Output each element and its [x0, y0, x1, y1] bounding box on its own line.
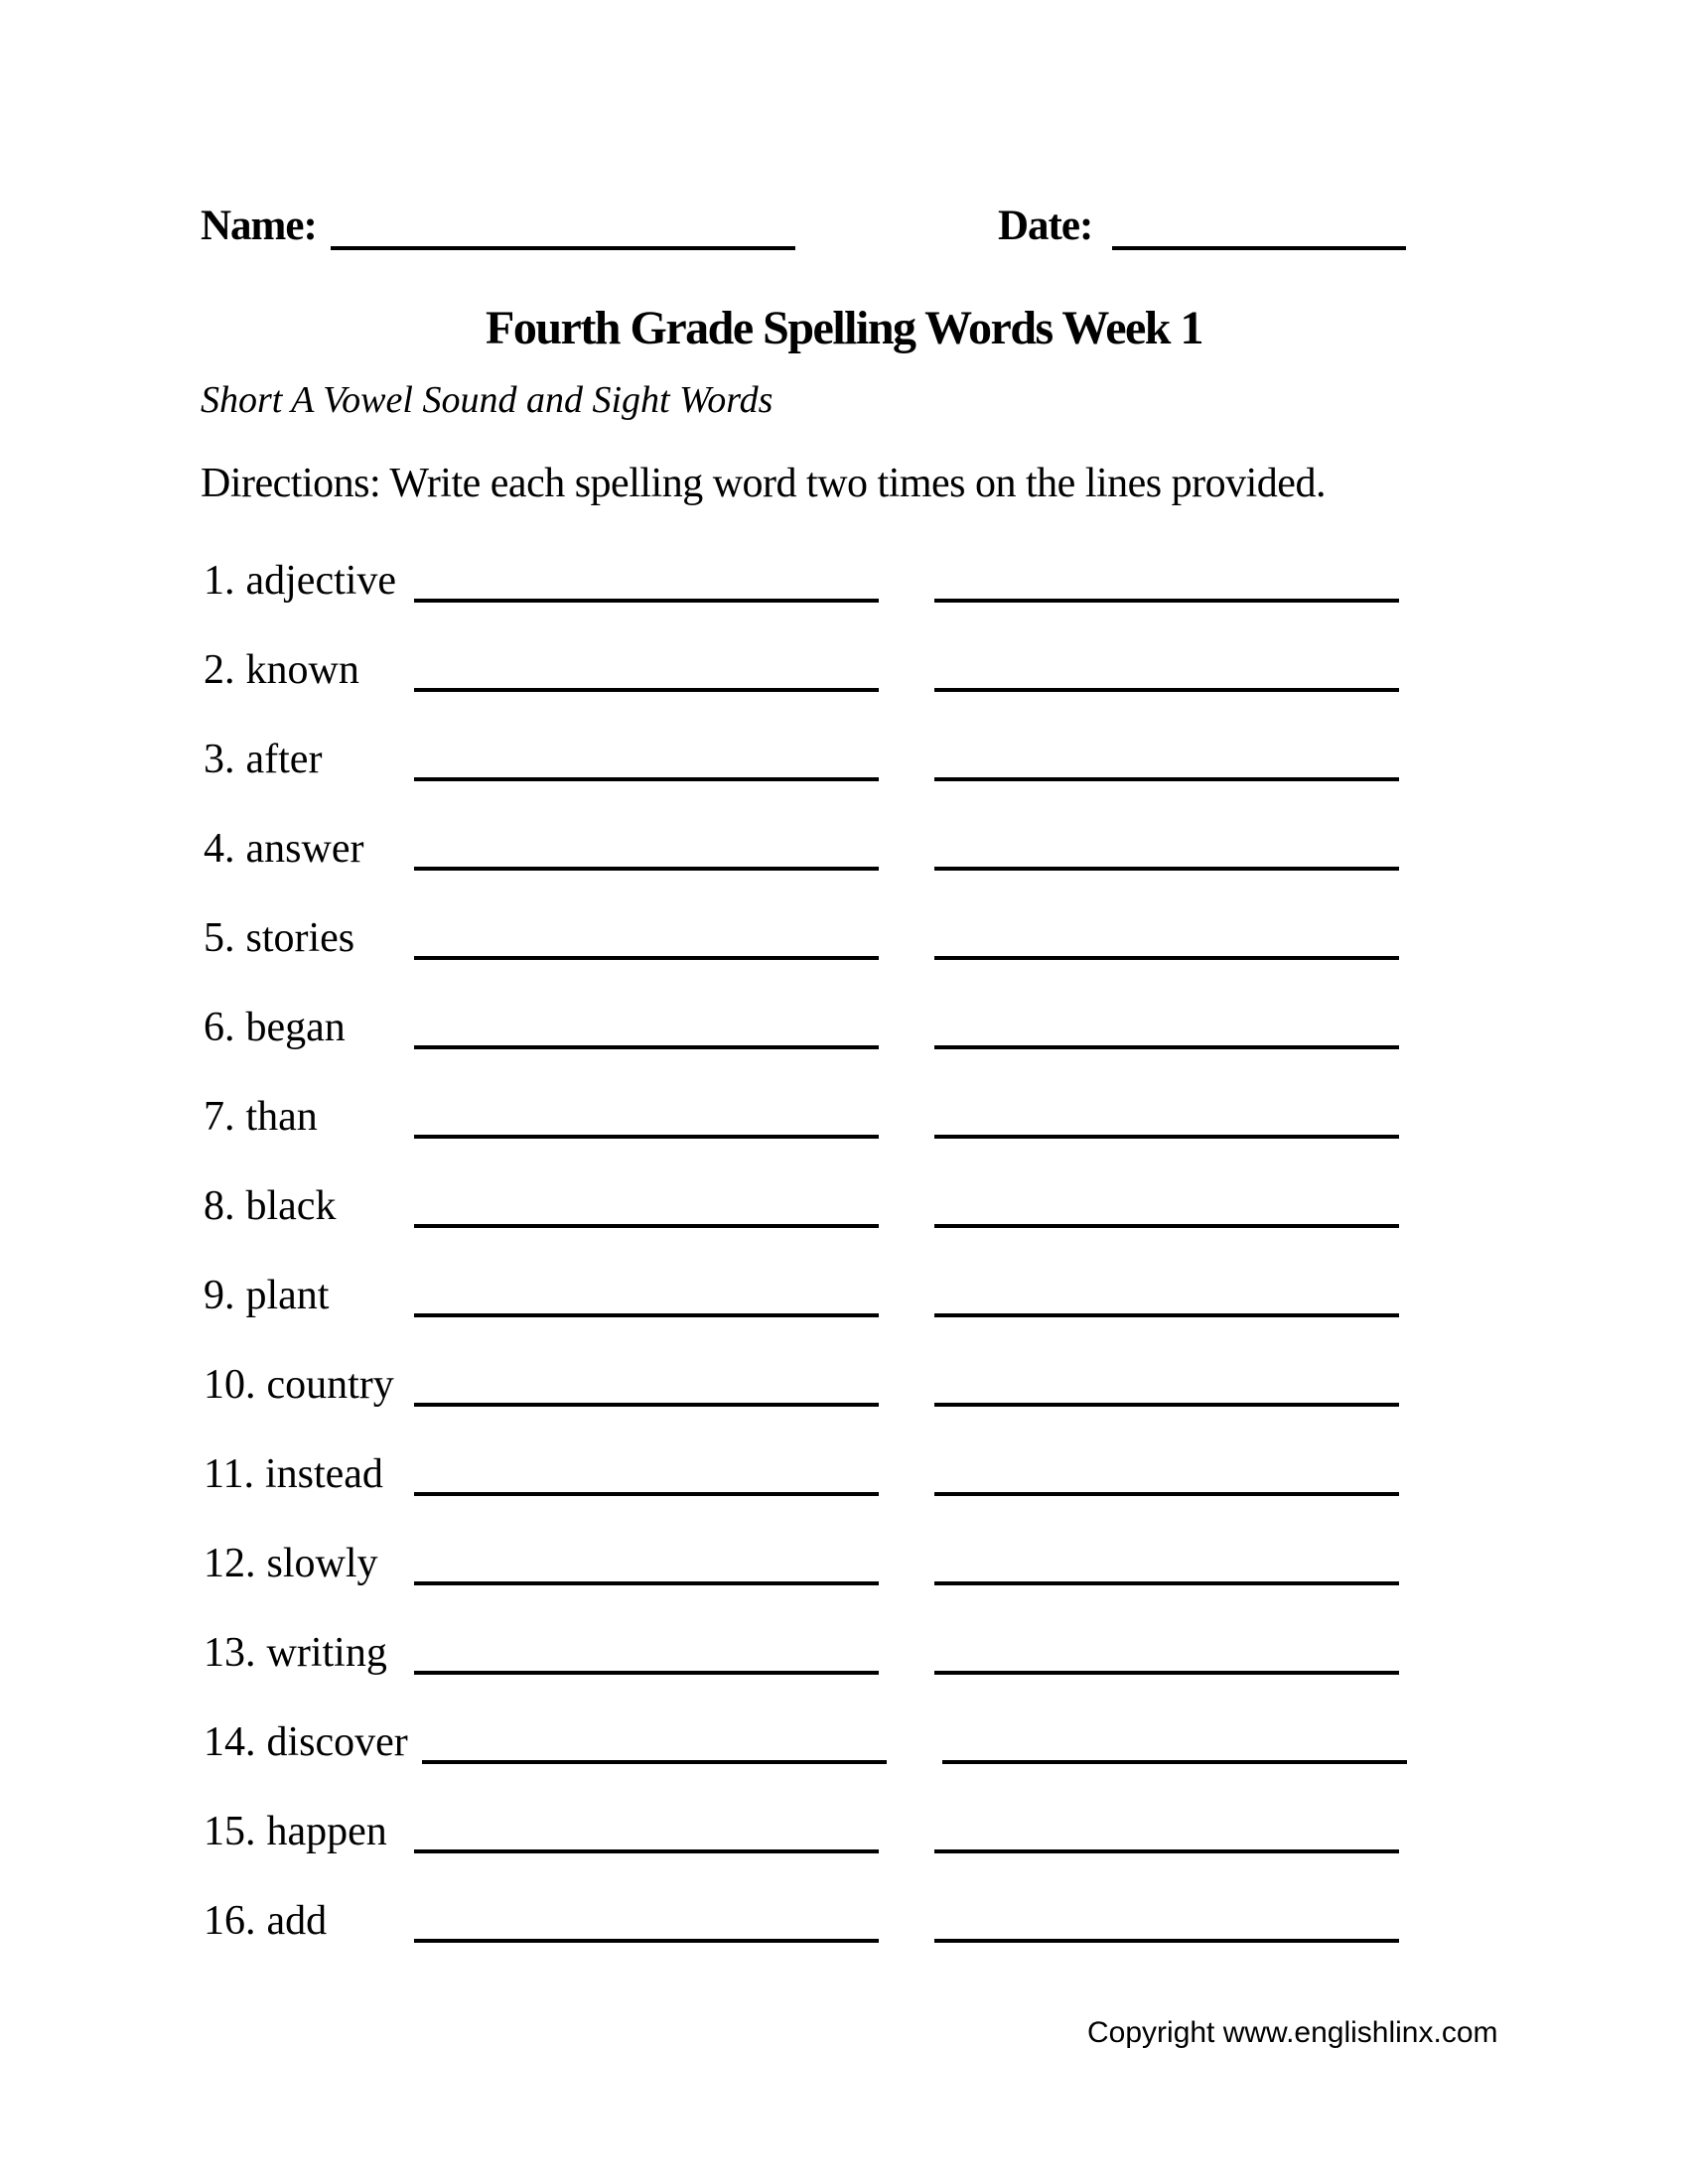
write-line-2[interactable] [934, 1224, 1399, 1228]
spelling-item-row [204, 559, 1614, 648]
item-number: 7. [204, 1094, 235, 1140]
write-line-2[interactable] [934, 1135, 1399, 1139]
item-word: instead [264, 1451, 383, 1497]
worksheet-subtitle: Short A Vowel Sound and Sight Words [201, 379, 774, 421]
write-line-1[interactable] [414, 688, 879, 692]
item-number: 13. [204, 1630, 256, 1676]
item-number: 15. [204, 1809, 256, 1854]
item-label [204, 559, 400, 603]
write-line-1[interactable] [414, 1492, 879, 1496]
item-word: add [266, 1898, 328, 1944]
item-label [204, 1363, 400, 1407]
item-word: began [245, 1005, 346, 1050]
item-number: 1. [204, 558, 235, 604]
spelling-item-row [204, 1274, 1614, 1363]
item-number: 2. [204, 647, 235, 693]
item-word: plant [245, 1273, 330, 1318]
item-label [204, 1184, 400, 1228]
write-line-1[interactable] [414, 777, 879, 781]
spelling-item-row [204, 1810, 1614, 1899]
item-number: 12. [204, 1541, 256, 1586]
item-word: country [266, 1362, 394, 1408]
write-line-2[interactable] [934, 688, 1399, 692]
item-label [204, 1899, 400, 1943]
write-line-2[interactable] [934, 1849, 1399, 1853]
item-word: after [245, 737, 323, 782]
spelling-item-row [204, 1720, 1614, 1810]
item-number: 16. [204, 1898, 256, 1944]
write-line-1[interactable] [414, 956, 879, 960]
item-label [204, 1542, 400, 1585]
item-word: than [245, 1094, 318, 1140]
write-line-2[interactable] [934, 1671, 1399, 1675]
write-line-1[interactable] [414, 599, 879, 603]
write-line-1[interactable] [414, 1939, 879, 1943]
item-number: 6. [204, 1005, 235, 1050]
item-label [204, 916, 400, 960]
directions-text: Directions: Write each spelling word two times on the lines provided. [201, 461, 1326, 506]
write-line-1[interactable] [414, 867, 879, 871]
write-line-2[interactable] [934, 1492, 1399, 1496]
item-label [204, 1720, 408, 1764]
write-line-2[interactable] [934, 867, 1399, 871]
write-line-2[interactable] [934, 777, 1399, 781]
item-label [204, 1095, 400, 1139]
item-label [204, 1631, 400, 1675]
spelling-item-row [204, 738, 1614, 827]
item-label [204, 648, 400, 692]
item-number: 14. [204, 1719, 256, 1765]
item-label [204, 1274, 400, 1317]
write-line-1[interactable] [414, 1313, 879, 1317]
spelling-item-row [204, 1095, 1614, 1184]
item-number: 9. [204, 1273, 235, 1318]
spelling-item-row [204, 1899, 1614, 1988]
write-line-1[interactable] [414, 1403, 879, 1407]
write-line-2[interactable] [934, 1581, 1399, 1585]
item-word: slowly [266, 1541, 378, 1586]
spelling-item-row [204, 1452, 1614, 1542]
spelling-list [204, 559, 1614, 1988]
item-number: 3. [204, 737, 235, 782]
write-line-1[interactable] [414, 1045, 879, 1049]
item-word: adjective [245, 558, 397, 604]
item-label [204, 738, 400, 781]
write-line-2[interactable] [942, 1760, 1407, 1764]
item-label [204, 1810, 400, 1853]
item-number: 5. [204, 915, 235, 961]
item-label [204, 1452, 400, 1496]
item-word: stories [245, 915, 355, 961]
item-word: writing [266, 1630, 387, 1676]
write-line-2[interactable] [934, 1045, 1399, 1049]
item-word: discover [266, 1719, 408, 1765]
item-word: known [245, 647, 359, 693]
write-line-1[interactable] [414, 1224, 879, 1228]
spelling-item-row [204, 1363, 1614, 1452]
spelling-item-row [204, 1006, 1614, 1095]
spelling-item-row [204, 1542, 1614, 1631]
spelling-item-row [204, 1184, 1614, 1274]
item-word: black [245, 1183, 337, 1229]
spelling-item-row [204, 916, 1614, 1006]
write-line-2[interactable] [934, 956, 1399, 960]
item-word: happen [266, 1809, 387, 1854]
page-title: Fourth Grade Spelling Words Week 1 [486, 302, 1202, 354]
spelling-item-row [204, 827, 1614, 916]
write-line-2[interactable] [934, 1313, 1399, 1317]
item-number: 11. [204, 1451, 254, 1497]
copyright-text: Copyright www.englishlinx.com [1087, 2016, 1498, 2049]
write-line-2[interactable] [934, 599, 1399, 603]
item-number: 4. [204, 826, 235, 872]
date-label: Date: [998, 203, 1093, 249]
write-line-1[interactable] [414, 1581, 879, 1585]
spelling-item-row [204, 1631, 1614, 1720]
write-line-1[interactable] [414, 1671, 879, 1675]
item-number: 8. [204, 1183, 235, 1229]
item-number: 10. [204, 1362, 256, 1408]
spelling-item-row [204, 648, 1614, 738]
write-line-1[interactable] [414, 1135, 879, 1139]
write-line-1[interactable] [422, 1760, 887, 1764]
name-label: Name: [201, 203, 317, 249]
write-line-2[interactable] [934, 1939, 1399, 1943]
item-label [204, 1006, 400, 1049]
date-input-line[interactable] [1112, 246, 1406, 250]
name-input-line[interactable] [331, 246, 795, 250]
item-word: answer [245, 826, 364, 872]
write-line-2[interactable] [934, 1403, 1399, 1407]
write-line-1[interactable] [414, 1849, 879, 1853]
item-label [204, 827, 400, 871]
